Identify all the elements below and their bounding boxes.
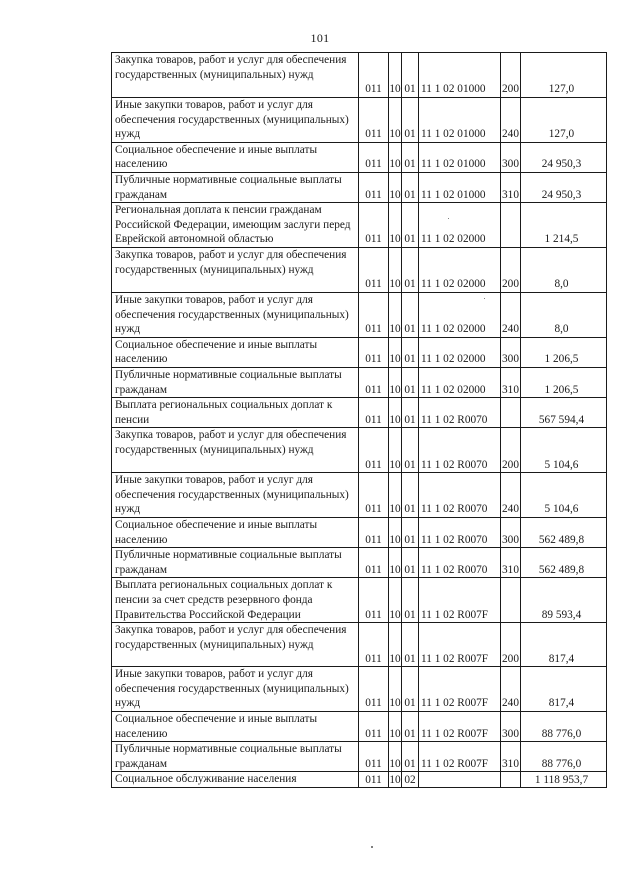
table-row [112, 172, 607, 202]
table-row [112, 203, 607, 248]
section-code-cell: 10 [389, 428, 402, 473]
row-name-cell: Социальное обеспечение и иные выплаты населению [112, 518, 359, 548]
table-row [112, 772, 607, 788]
section-code-cell: 10 [389, 98, 402, 143]
amount-cell: 817,4 [521, 667, 607, 712]
amount-cell: 8,0 [521, 292, 607, 337]
expense-type-cell: 310 [501, 548, 521, 578]
amount-cell: 24 950,3 [521, 172, 607, 202]
amount-cell: 817,4 [521, 623, 607, 667]
expense-type-cell: 300 [501, 142, 521, 172]
subsection-code-cell: 01 [402, 548, 419, 578]
subsection-code-cell: 01 [402, 398, 419, 428]
page-number: 101 [310, 31, 330, 45]
section-code-cell: 10 [389, 203, 402, 248]
subsection-code-cell: 01 [402, 742, 419, 772]
row-name-cell: Публичные нормативные социальные выплаты гражданам [112, 367, 359, 397]
subsection-code-cell: 01 [402, 292, 419, 337]
budget-table [111, 52, 607, 788]
expense-type-cell: 300 [501, 518, 521, 548]
table-row [112, 247, 607, 292]
table-row [112, 742, 607, 772]
section-code-cell: 10 [389, 667, 402, 712]
subsection-code-cell: 01 [402, 667, 419, 712]
section-code-cell: 10 [389, 398, 402, 428]
subsection-code-cell: 01 [402, 142, 419, 172]
table-row [112, 473, 607, 518]
amount-cell: 89 593,4 [521, 578, 607, 623]
amount-cell: 5 104,6 [521, 428, 607, 473]
target-article-cell: 11 1 02 01000 [419, 142, 501, 172]
admin-code-cell: 011 [359, 428, 389, 473]
table-row [112, 578, 607, 623]
table-row [112, 53, 607, 98]
target-article-cell: 11 1 02 R0070 [419, 398, 501, 428]
target-article-cell: 11 1 02 01000 [419, 98, 501, 143]
table-body [112, 53, 607, 788]
target-article-cell: 11 1 02 02000 [419, 292, 501, 337]
expense-type-cell [501, 578, 521, 623]
target-article-cell: 11 1 02 R0070 [419, 428, 501, 473]
section-code-cell: 10 [389, 337, 402, 367]
row-name-cell: Публичные нормативные социальные выплаты гражданам [112, 548, 359, 578]
row-name-cell: Закупка товаров, работ и услуг для обеспечения государственных (муниципальных) нужд [112, 428, 359, 473]
target-article-cell: 11 1 02 02000 [419, 247, 501, 292]
section-code-cell: 10 [389, 712, 402, 742]
expense-type-cell: 310 [501, 172, 521, 202]
subsection-code-cell: 01 [402, 428, 419, 473]
admin-code-cell: 011 [359, 53, 389, 98]
amount-cell: 562 489,8 [521, 518, 607, 548]
scan-speck [484, 298, 485, 299]
admin-code-cell: 011 [359, 623, 389, 667]
table-row [112, 292, 607, 337]
target-article-cell: 11 1 02 R007F [419, 742, 501, 772]
section-code-cell: 10 [389, 292, 402, 337]
row-name-cell: Закупка товаров, работ и услуг для обеспечения государственных (муниципальных) нужд [112, 53, 359, 98]
subsection-code-cell: 02 [402, 772, 419, 788]
expense-type-cell: 200 [501, 53, 521, 98]
subsection-code-cell: 01 [402, 578, 419, 623]
amount-cell: 562 489,8 [521, 548, 607, 578]
expense-type-cell: 310 [501, 367, 521, 397]
subsection-code-cell: 01 [402, 712, 419, 742]
subsection-code-cell: 01 [402, 203, 419, 248]
admin-code-cell: 011 [359, 247, 389, 292]
admin-code-cell: 011 [359, 712, 389, 742]
admin-code-cell: 011 [359, 742, 389, 772]
target-article-cell: 11 1 02 01000 [419, 172, 501, 202]
amount-cell: 127,0 [521, 53, 607, 98]
row-name-cell: Выплата региональных социальных доплат к пенсии за счет средств резервного фонда Правительства Российской Федерации [112, 578, 359, 623]
row-name-cell: Иные закупки товаров, работ и услуг для обеспечения государственных (муниципальных) нужд [112, 98, 359, 143]
expense-type-cell: 240 [501, 292, 521, 337]
section-code-cell: 10 [389, 473, 402, 518]
section-code-cell: 10 [389, 247, 402, 292]
amount-cell: 1 118 953,7 [521, 772, 607, 788]
amount-cell: 24 950,3 [521, 142, 607, 172]
target-article-cell: 11 1 02 R007F [419, 623, 501, 667]
row-name-cell: Выплата региональных социальных доплат к пенсии [112, 398, 359, 428]
expense-type-cell [501, 398, 521, 428]
section-code-cell: 10 [389, 578, 402, 623]
row-name-cell: Социальное обслуживание населения [112, 772, 359, 788]
expense-type-cell: 240 [501, 473, 521, 518]
subsection-code-cell: 01 [402, 337, 419, 367]
admin-code-cell: 011 [359, 473, 389, 518]
admin-code-cell: 011 [359, 292, 389, 337]
row-name-cell: Закупка товаров, работ и услуг для обеспечения государственных (муниципальных) нужд [112, 623, 359, 667]
expense-type-cell: 240 [501, 667, 521, 712]
row-name-cell: Публичные нормативные социальные выплаты гражданам [112, 742, 359, 772]
amount-cell: 1 206,5 [521, 367, 607, 397]
amount-cell: 1 206,5 [521, 337, 607, 367]
admin-code-cell: 011 [359, 142, 389, 172]
table-row [112, 667, 607, 712]
expense-type-cell: 300 [501, 337, 521, 367]
expense-type-cell [501, 772, 521, 788]
section-code-cell: 10 [389, 172, 402, 202]
table-row [112, 712, 607, 742]
admin-code-cell: 011 [359, 98, 389, 143]
section-code-cell: 10 [389, 548, 402, 578]
section-code-cell: 10 [389, 742, 402, 772]
section-code-cell: 10 [389, 142, 402, 172]
table-row [112, 337, 607, 367]
table-row [112, 428, 607, 473]
expense-type-cell: 200 [501, 623, 521, 667]
section-code-cell: 10 [389, 772, 402, 788]
amount-cell: 8,0 [521, 247, 607, 292]
admin-code-cell: 011 [359, 337, 389, 367]
expense-type-cell: 200 [501, 247, 521, 292]
subsection-code-cell: 01 [402, 53, 419, 98]
subsection-code-cell: 01 [402, 247, 419, 292]
target-article-cell: 11 1 02 02000 [419, 337, 501, 367]
table-row [112, 518, 607, 548]
section-code-cell: 10 [389, 518, 402, 548]
row-name-cell: Закупка товаров, работ и услуг для обеспечения государственных (муниципальных) нужд [112, 247, 359, 292]
section-code-cell: 10 [389, 367, 402, 397]
subsection-code-cell: 01 [402, 473, 419, 518]
expense-type-cell [501, 203, 521, 248]
row-name-cell: Региональная доплата к пенсии гражданам Российской Федерации, имеющим заслуги перед Еврейской автономной областью [112, 203, 359, 248]
subsection-code-cell: 01 [402, 98, 419, 143]
admin-code-cell: 011 [359, 203, 389, 248]
admin-code-cell: 011 [359, 518, 389, 548]
admin-code-cell: 011 [359, 578, 389, 623]
row-name-cell: Иные закупки товаров, работ и услуг для обеспечения государственных (муниципальных) нужд [112, 292, 359, 337]
table-row [112, 398, 607, 428]
scan-speck [448, 218, 449, 219]
row-name-cell: Социальное обеспечение и иные выплаты населению [112, 712, 359, 742]
table-row [112, 98, 607, 143]
row-name-cell: Иные закупки товаров, работ и услуг для обеспечения государственных (муниципальных) нужд [112, 667, 359, 712]
table-row [112, 367, 607, 397]
expense-type-cell: 310 [501, 742, 521, 772]
admin-code-cell: 011 [359, 548, 389, 578]
target-article-cell: 11 1 02 R007F [419, 578, 501, 623]
admin-code-cell: 011 [359, 172, 389, 202]
admin-code-cell: 011 [359, 367, 389, 397]
row-name-cell: Социальное обеспечение и иные выплаты населению [112, 142, 359, 172]
target-article-cell [419, 772, 501, 788]
row-name-cell: Социальное обеспечение и иные выплаты населению [112, 337, 359, 367]
row-name-cell: Иные закупки товаров, работ и услуг для обеспечения государственных (муниципальных) нужд [112, 473, 359, 518]
target-article-cell: 11 1 02 02000 [419, 203, 501, 248]
row-name-cell: Публичные нормативные социальные выплаты гражданам [112, 172, 359, 202]
table-row [112, 142, 607, 172]
amount-cell: 1 214,5 [521, 203, 607, 248]
amount-cell: 5 104,6 [521, 473, 607, 518]
section-code-cell: 10 [389, 623, 402, 667]
amount-cell: 567 594,4 [521, 398, 607, 428]
target-article-cell: 11 1 02 R0070 [419, 518, 501, 548]
target-article-cell: 11 1 02 R0070 [419, 473, 501, 518]
table-row [112, 623, 607, 667]
target-article-cell: 11 1 02 R007F [419, 667, 501, 712]
target-article-cell: 11 1 02 R0070 [419, 548, 501, 578]
expense-type-cell: 300 [501, 712, 521, 742]
admin-code-cell: 011 [359, 772, 389, 788]
admin-code-cell: 011 [359, 667, 389, 712]
scan-speck [371, 846, 373, 848]
target-article-cell: 11 1 02 R007F [419, 712, 501, 742]
amount-cell: 127,0 [521, 98, 607, 143]
amount-cell: 88 776,0 [521, 742, 607, 772]
target-article-cell: 11 1 02 02000 [419, 367, 501, 397]
section-code-cell: 10 [389, 53, 402, 98]
subsection-code-cell: 01 [402, 172, 419, 202]
table-row [112, 548, 607, 578]
target-article-cell: 11 1 02 01000 [419, 53, 501, 98]
admin-code-cell: 011 [359, 398, 389, 428]
subsection-code-cell: 01 [402, 518, 419, 548]
subsection-code-cell: 01 [402, 367, 419, 397]
expense-type-cell: 240 [501, 98, 521, 143]
subsection-code-cell: 01 [402, 623, 419, 667]
expense-type-cell: 200 [501, 428, 521, 473]
amount-cell: 88 776,0 [521, 712, 607, 742]
